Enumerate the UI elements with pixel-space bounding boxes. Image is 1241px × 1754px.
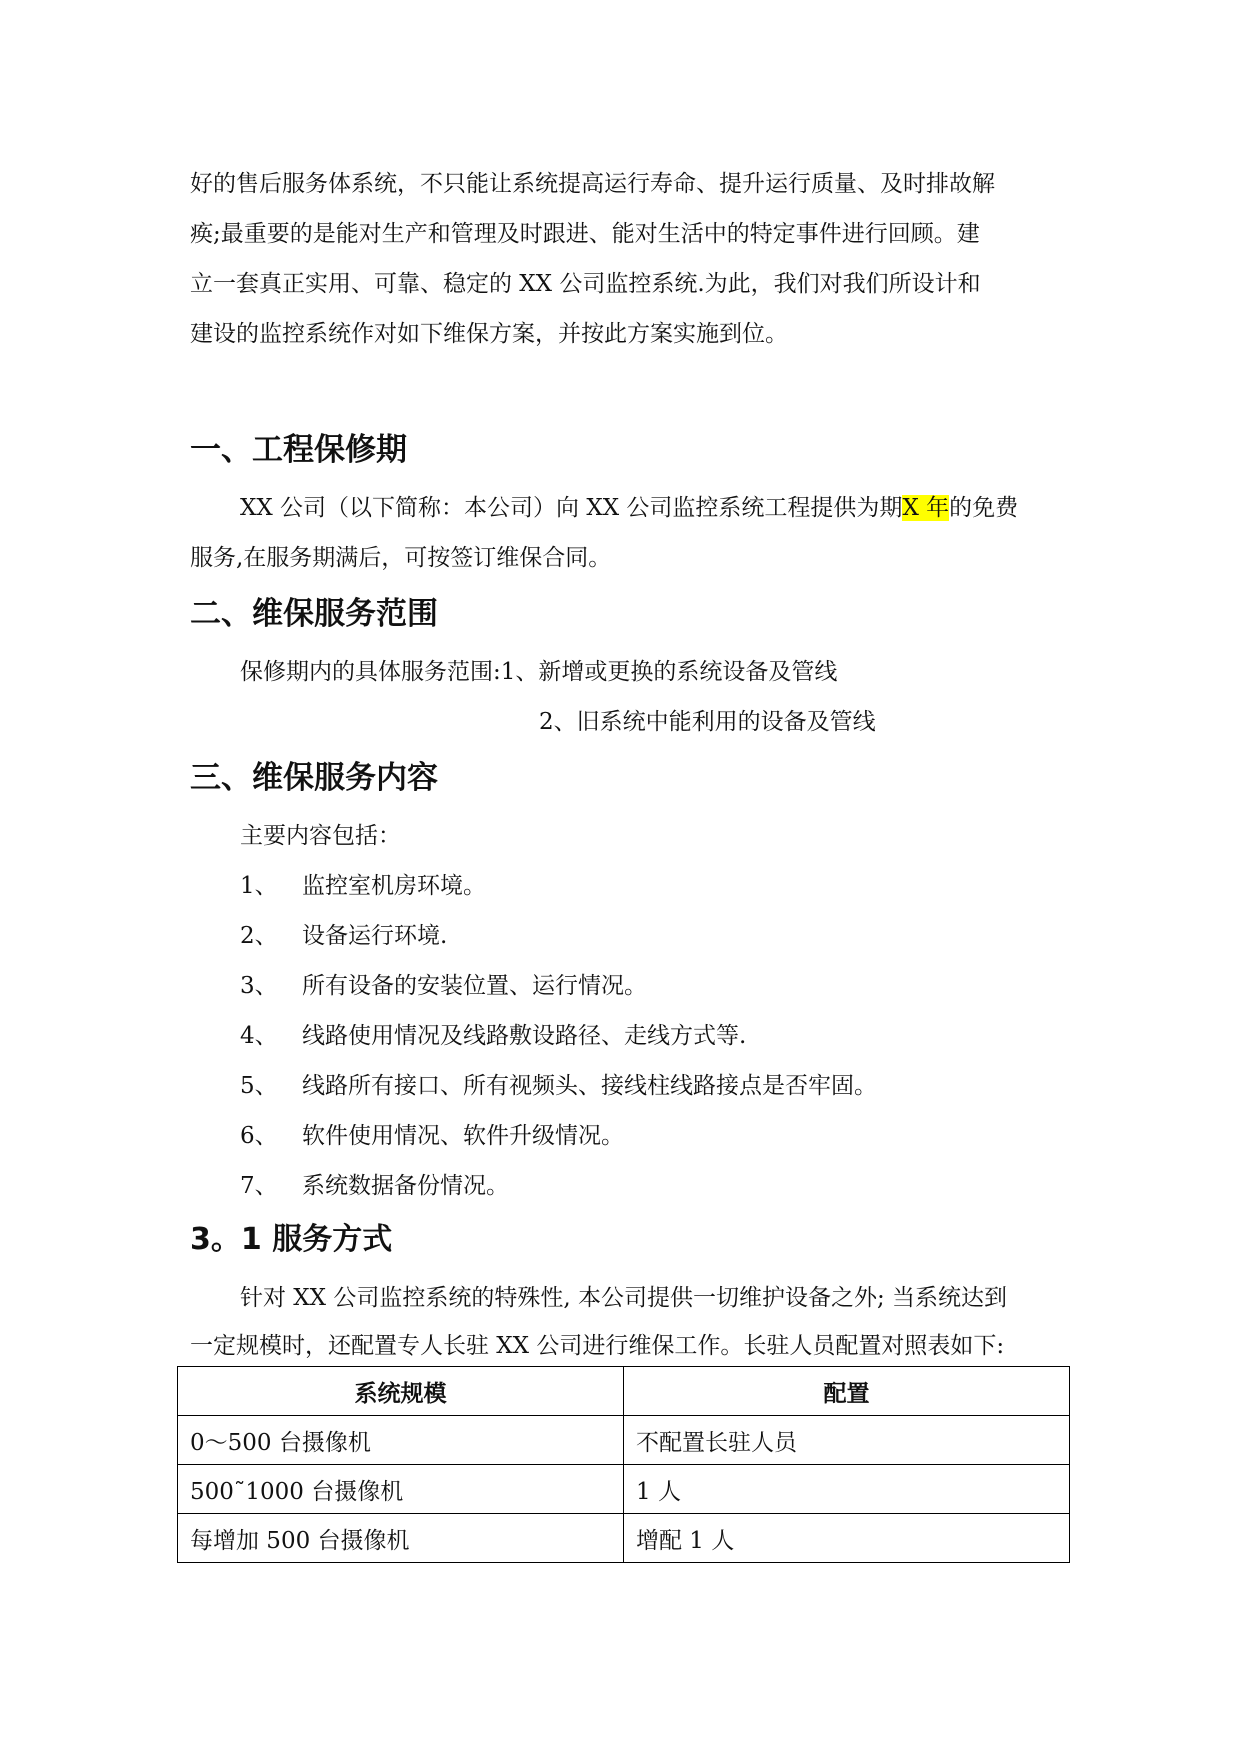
header-configuration: 配置 <box>624 1367 1070 1416</box>
list-item <box>240 1070 877 1102</box>
list-item-text: 设备运行环境. <box>302 923 448 949</box>
list-item <box>240 970 647 1002</box>
list-item-number: 6、 <box>240 1123 278 1149</box>
list-item <box>240 1170 509 1202</box>
section-2-line-2: 2、旧系统中能利用的设备及管线 <box>539 709 876 735</box>
table-cell: 每增加 500 台摄像机 <box>178 1514 624 1563</box>
table-cell: 不配置长驻人员 <box>624 1416 1070 1465</box>
table-header-row <box>178 1367 1070 1416</box>
staffing-config-table <box>177 1366 1070 1563</box>
list-item <box>240 920 447 952</box>
section-3-1-line-1: 针对 XX 公司监控系统的特殊性, 本公司提供一切维护设备之外; 当系统达到 <box>240 1285 1008 1311</box>
table-cell: 500˜1000 台摄像机 <box>178 1465 624 1514</box>
table-cell: 增配 1 人 <box>624 1514 1070 1563</box>
section-1-line-2: 服务,在服务期满后，可按签订维保合同。 <box>190 545 612 571</box>
list-item <box>240 870 486 902</box>
table-row <box>178 1514 1070 1563</box>
list-item-number: 7、 <box>240 1173 278 1199</box>
section-3-1-title: 3。1 服务方式 <box>190 1222 393 1257</box>
section-1-title: 一、工程保修期 <box>190 432 407 468</box>
intro-line-1: 好的售后服务体系统，不只能让系统提高运行寿命、提升运行质量、及时排故解 <box>190 171 995 197</box>
list-item-number: 5、 <box>240 1073 278 1099</box>
table-cell: 0～500 台摄像机 <box>178 1416 624 1465</box>
header-system-scale: 系统规模 <box>178 1367 624 1416</box>
section-1-text-after: 的免费 <box>949 495 1019 521</box>
list-item-text: 系统数据备份情况。 <box>302 1173 509 1199</box>
table-row <box>178 1465 1070 1514</box>
section-3-1-line-2: 一定规模时，还配置专人长驻 XX 公司进行维保工作。长驻人员配置对照表如下: <box>190 1333 1005 1359</box>
section-1-text-before: XX 公司（以下简称：本公司）向 XX 公司监控系统工程提供为期 <box>240 495 903 521</box>
list-item <box>240 1020 746 1052</box>
table-cell: 1 人 <box>624 1465 1070 1514</box>
list-item <box>240 1120 624 1152</box>
section-1-paragraph <box>240 492 1018 524</box>
intro-line-2: 痪;最重要的是能对生产和管理及时跟进、能对生活中的特定事件进行回顾。建 <box>190 221 980 247</box>
list-item-text: 线路所有接口、所有视频头、接线柱线路接点是否牢固。 <box>302 1073 877 1099</box>
list-item-text: 软件使用情况、软件升级情况。 <box>302 1123 624 1149</box>
list-item-number: 1、 <box>240 873 278 899</box>
intro-line-3: 立一套真正实用、可靠、稳定的 XX 公司监控系统.为此，我们对我们所设计和 <box>190 271 981 297</box>
section-2-line-1: 保修期内的具体服务范围:1、新增或更换的系统设备及管线 <box>240 659 838 685</box>
section-3-intro: 主要内容包括： <box>240 823 401 849</box>
list-item-number: 3、 <box>240 973 278 999</box>
list-item-number: 4、 <box>240 1023 278 1049</box>
list-item-text: 所有设备的安装位置、运行情况。 <box>302 973 647 999</box>
list-item-text: 线路使用情况及线路敷设路径、走线方式等. <box>302 1023 747 1049</box>
list-item-number: 2、 <box>240 923 278 949</box>
highlighted-years: X 年 <box>902 495 950 521</box>
list-item-text: 监控室机房环境。 <box>302 873 486 899</box>
section-2-title: 二、维保服务范围 <box>190 596 438 632</box>
table-row <box>178 1416 1070 1465</box>
section-3-title: 三、维保服务内容 <box>190 760 438 796</box>
intro-line-4: 建设的监控系统作对如下维保方案，并按此方案实施到位。 <box>190 321 788 347</box>
